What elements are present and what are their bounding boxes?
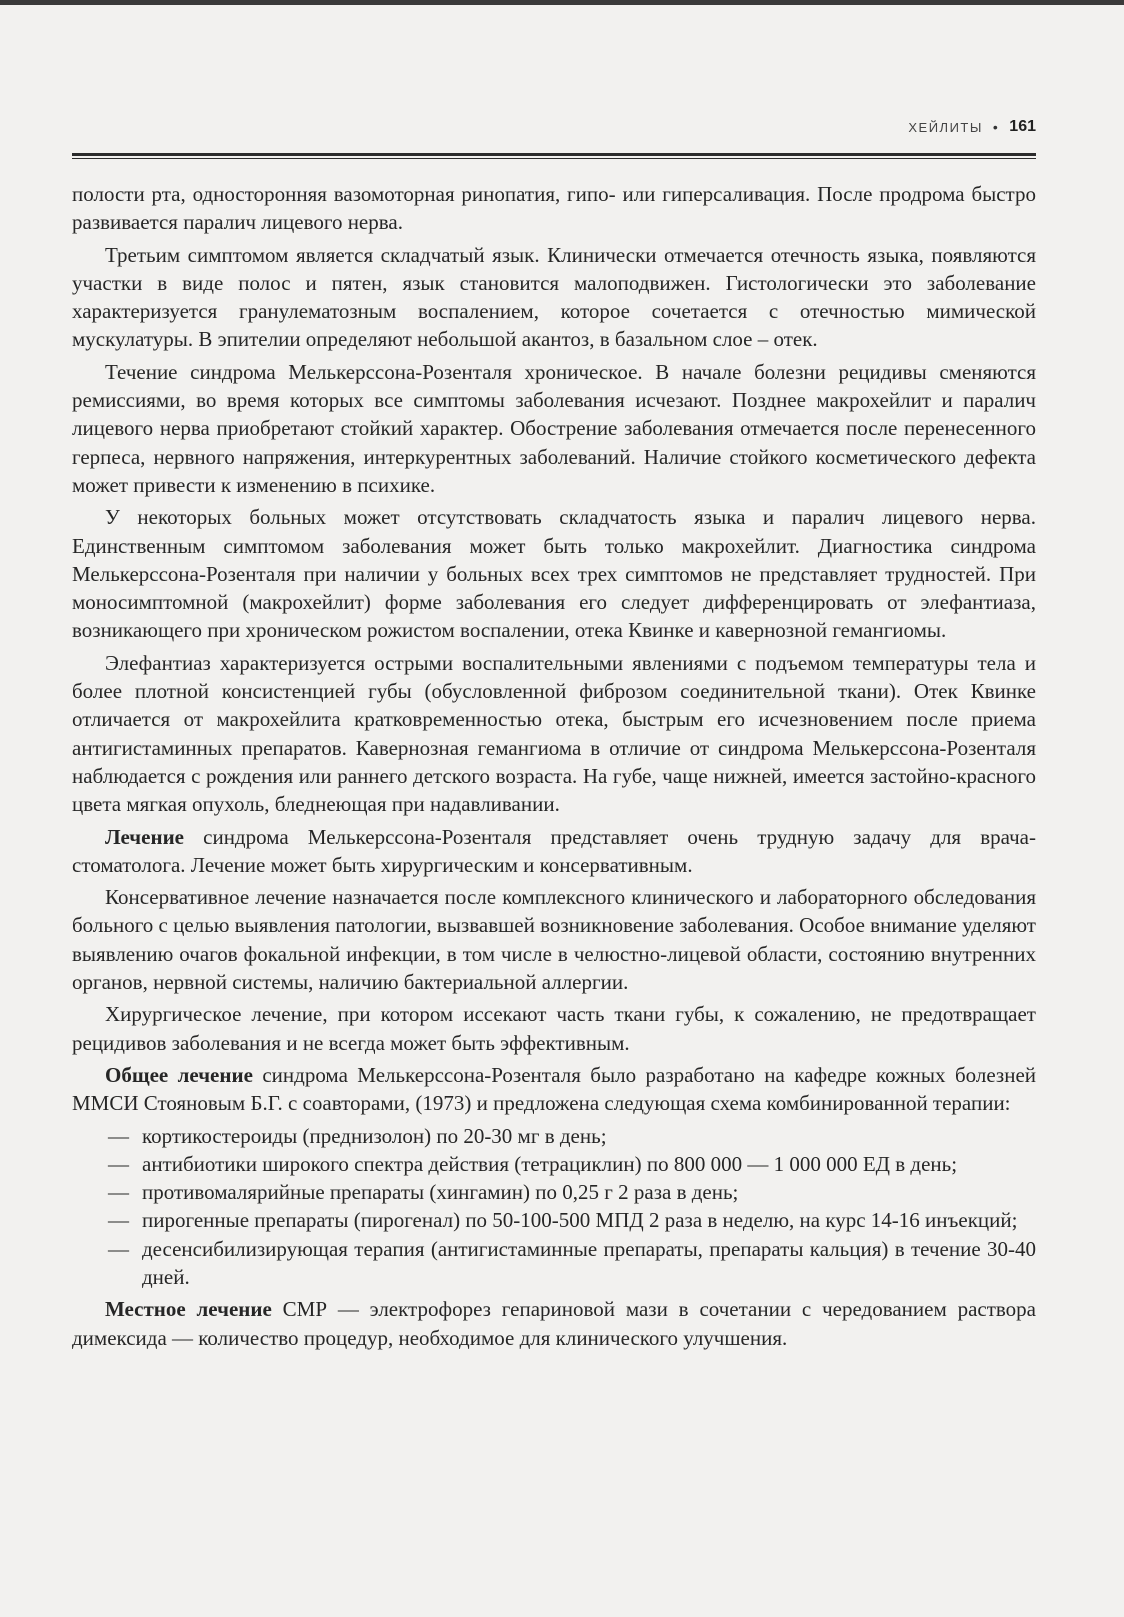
header-rule-thin bbox=[72, 158, 1036, 159]
list-item: — антибиотики широкого спектра действия (тетрациклин) по 800 000 — 1 000 000 ЕД в день; bbox=[72, 1150, 1036, 1178]
paragraph: Хирургическое лечение, при котором иссекают часть ткани губы, к сожалению, не предотвращает рецидивов заболевания и не всегда может быть эффективным. bbox=[72, 1002, 1036, 1055]
section-title: ХЕЙЛИТЫ bbox=[908, 119, 983, 135]
paragraph-treatment: Лечение синдрома Мелькерссона-Розенталя представляет очень трудную задачу для врача-стоматолога. Лечение может быть хирургическим и консервативным. bbox=[72, 824, 1036, 877]
paragraph: Течение синдрома Мелькерссона-Розенталя хроническое. В начале болезни рецидивы сменяются ремиссиями, во время которых все симптомы заболевания исчезают. Позднее макрохейлит и паралич лицевого нерва приобретают стойкий характер. Обострение заболевания отмечается после перенесенного герпеса, нервного напряжения, интеркурентных заболеваний. Наличие стойкого косметического дефекта может привести к изменению в психике. bbox=[72, 359, 1036, 497]
therapy-list bbox=[72, 1122, 1036, 1292]
bold-term: Местное лечение bbox=[105, 1297, 272, 1322]
paragraph-general-treatment: Общее лечение синдрома Мелькерссона-Розенталя было разработано на кафедре кожных болезней ММСИ Стояновым Б.Г. с соавторами, (1973) и предложена следующая схема комбинированной терапии: bbox=[72, 1062, 1036, 1116]
page-number: 161 bbox=[1009, 118, 1036, 135]
dash-mark: — bbox=[108, 1123, 129, 1148]
paragraph-local-treatment: Местное лечение СМР — электрофорез гепариновой мази в сочетании с чередованием раствора димексида — количество процедур, необходимое для клинического улучшения. bbox=[72, 1297, 1036, 1350]
paragraph: полости рта, односторонняя вазомоторная ринопатия, гипо- или гиперсаливация. После продрома быстро развивается паралич лицевого нерва. bbox=[72, 182, 1036, 235]
list-item: — десенсибилизирующая терапия (антигистаминные препараты, препараты кальция) в течение 30-40 дней. bbox=[108, 1236, 1036, 1289]
bold-term: Общее лечение bbox=[105, 1062, 253, 1087]
page-top-edge bbox=[0, 0, 1124, 5]
paragraph: Элефантиаз характеризуется острыми воспалительными явлениями с подъемом температуры тела и более плотной консистенцией губы (обусловленной фиброзом соединительной ткани). Отек Квинке отличается от макрохейлита кратковременностью отека, быстрым его исчезновением после приема антигистаминных препаратов. Кавернозная гемангиома в отличие от синдрома Мелькерссона-Розенталя наблюдается с рождения или раннего детского возраста. На губе, чаще нижней, имеется застойно-красного цвета мягкая опухоль, бледнеющая при надавливании. bbox=[72, 650, 1036, 817]
paragraph: Третьим симптомом является складчатый язык. Клинически отмечается отечность языка, появляются участки в виде полос и пятен, язык становится малоподвижен. Гистологически это заболевание характеризуется гранулематозным воспалением, которое сочетается с отечностью мимической мускулатуры. В эпителии определяют небольшой акантоз, в базальном слое – отек. bbox=[72, 242, 1036, 352]
dash-mark: — bbox=[108, 1151, 129, 1176]
header-rule-thick bbox=[72, 153, 1036, 156]
list-item: — пирогенные препараты (пирогенал) по 50-100-500 МПД 2 раза в неделю, на курс 14-16 инъекций; bbox=[72, 1206, 1036, 1234]
dash-mark: — bbox=[108, 1236, 129, 1261]
list-item: — противомалярийные препараты (хингамин) по 0,25 г 2 раза в день; bbox=[72, 1178, 1036, 1206]
bold-term: Лечение bbox=[105, 824, 184, 849]
dash-mark: — bbox=[108, 1208, 129, 1233]
paragraph: У некоторых больных может отсутствовать складчатость языка и паралич лицевого нерва. Единственным симптомом заболевания может быть только макрохейлит. Диагностика синдрома Мелькерссона-Розенталя при наличии у больных всех трех симптомов не представляет трудностей. При моносимптомной (макрохейлит) форме заболевания его следует дифференцировать от элефантиаза, возникающего при хроническом рожистом воспалении, отека Квинке и кавернозной гемангиомы. bbox=[72, 505, 1036, 643]
header-bullet: • bbox=[992, 119, 1000, 135]
page-body bbox=[72, 180, 1036, 1356]
list-item: — кортикостероиды (преднизолон) по 20-30 мг в день; bbox=[72, 1122, 1036, 1150]
paragraph: Консервативное лечение назначается после комплексного клинического и лабораторного обследования больного с целью выявления патологии, вызвавшей возникновение заболевания. Особое внимание уделяют выявлению очагов фокальной инфекции, в том числе в челюстно-лицевой области, состоянию внутренних органов, нервной системы, наличию бактериальной аллергии. bbox=[72, 885, 1036, 995]
running-head bbox=[908, 118, 1036, 136]
dash-mark: — bbox=[108, 1180, 129, 1205]
